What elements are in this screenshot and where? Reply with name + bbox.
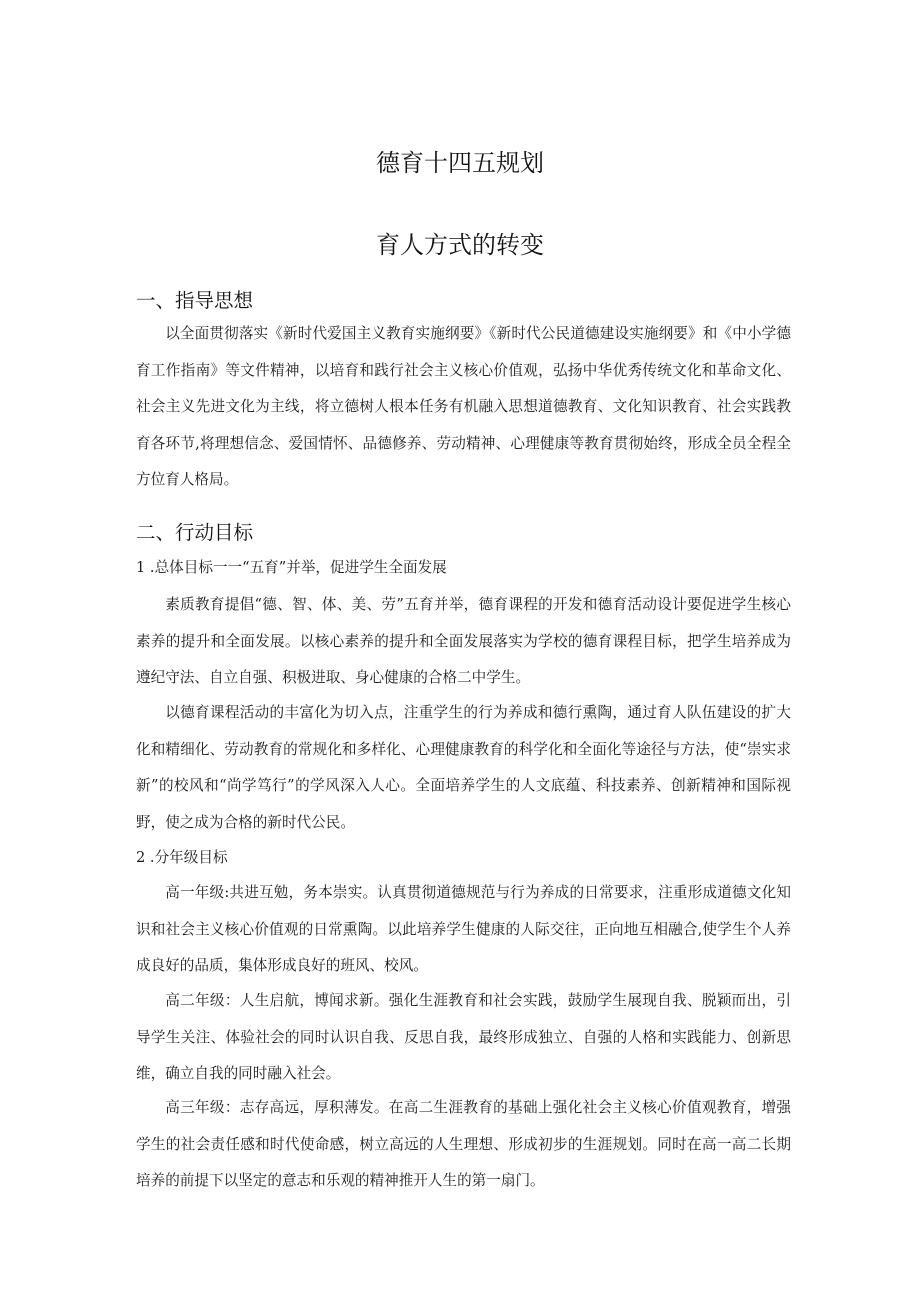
paragraph-overall-goal-2: 以德育课程活动的丰富化为切入点，注重学生的行为养成和德行熏陶，通过育人队伍建设的扩大化和精细化、劳动教育的常规化和多样化、心理健康教育的科学化和全面化等途径与方法，使“崇实求新”的校风和“尚学笃行”的学风深入人心。全面培养学生的人文底蕴、科技素养、创新精神和国际视野，使之成为合格的新时代公民。 (136, 704, 791, 831)
paragraph-overall-goal-1: 素质教育提倡“德、智、体、美、劳”五育并举，德育课程的开发和德育活动设计要促进学生核心素养的提升和全面发展。以核心素养的提升和全面发展落实为学校的德育课程目标，把学生培养成为遵纪守法、自立自强、积极进取、身心健康的合格二中学生。 (136, 596, 791, 686)
paragraph-guiding-thought: 以全面贯彻落实《新时代爱国主义教育实施纲要》《新时代公民道德建设实施纲要》和《中小学德育工作指南》等文件精神，以培育和践行社会主义核心价值观，弘扬中华优秀传统文化和革命文化、社会主义先进文化为主线，将立德树人根本任务有机融入思想道德教育、文化知识教育、社会实践教育各环节,将理想信念、爱国情怀、品德修养、劳动精神、心理健康等教育贯彻始终，形成全员全程全方位育人格局。 (136, 325, 791, 488)
list-item-grade-goals: 2 .分年级目标 (136, 849, 228, 866)
section-heading-guiding-thought: 一、指导思想 (136, 289, 254, 312)
document-subtitle: 育人方式的转变 (376, 231, 544, 259)
paragraph-grade-11: 高二年级：人生启航，博闻求新。强化生涯教育和社会实践，鼓励学生展现自我、脱颖而出，引导学生关注、体验社会的同时认识自我、反思自我，最终形成独立、自强的人格和实践能力、创新思维，确立自我的同时融入社会。 (136, 992, 791, 1082)
document-title: 德育十四五规划 (376, 149, 544, 177)
list-item-overall-goal: 1 .总体目标一一“五育”并举，促进学生全面发展 (136, 559, 447, 576)
section-heading-action-goals: 二、行动目标 (136, 521, 254, 544)
paragraph-grade-12: 高三年级：志存高远，厚积薄发。在高二生涯教育的基础上强化社会主义核心价值观教育，增强学生的社会责任感和时代使命感，树立高远的人生理想、形成初步的生涯规划。同时在高一高二长期培养的前提下以坚定的意志和乐观的精神推开人生的第一扇门。 (136, 1099, 791, 1189)
paragraph-grade-10: 高一年级:共进互勉，务本崇实。认真贯彻道德规范与行为养成的日常要求，注重形成道德文化知识和社会主义核心价值观的日常熏陶。以此培养学生健康的人际交往，正向地互相融合,使学生个人养成良好的品质，集体形成良好的班风、校风。 (136, 884, 791, 974)
